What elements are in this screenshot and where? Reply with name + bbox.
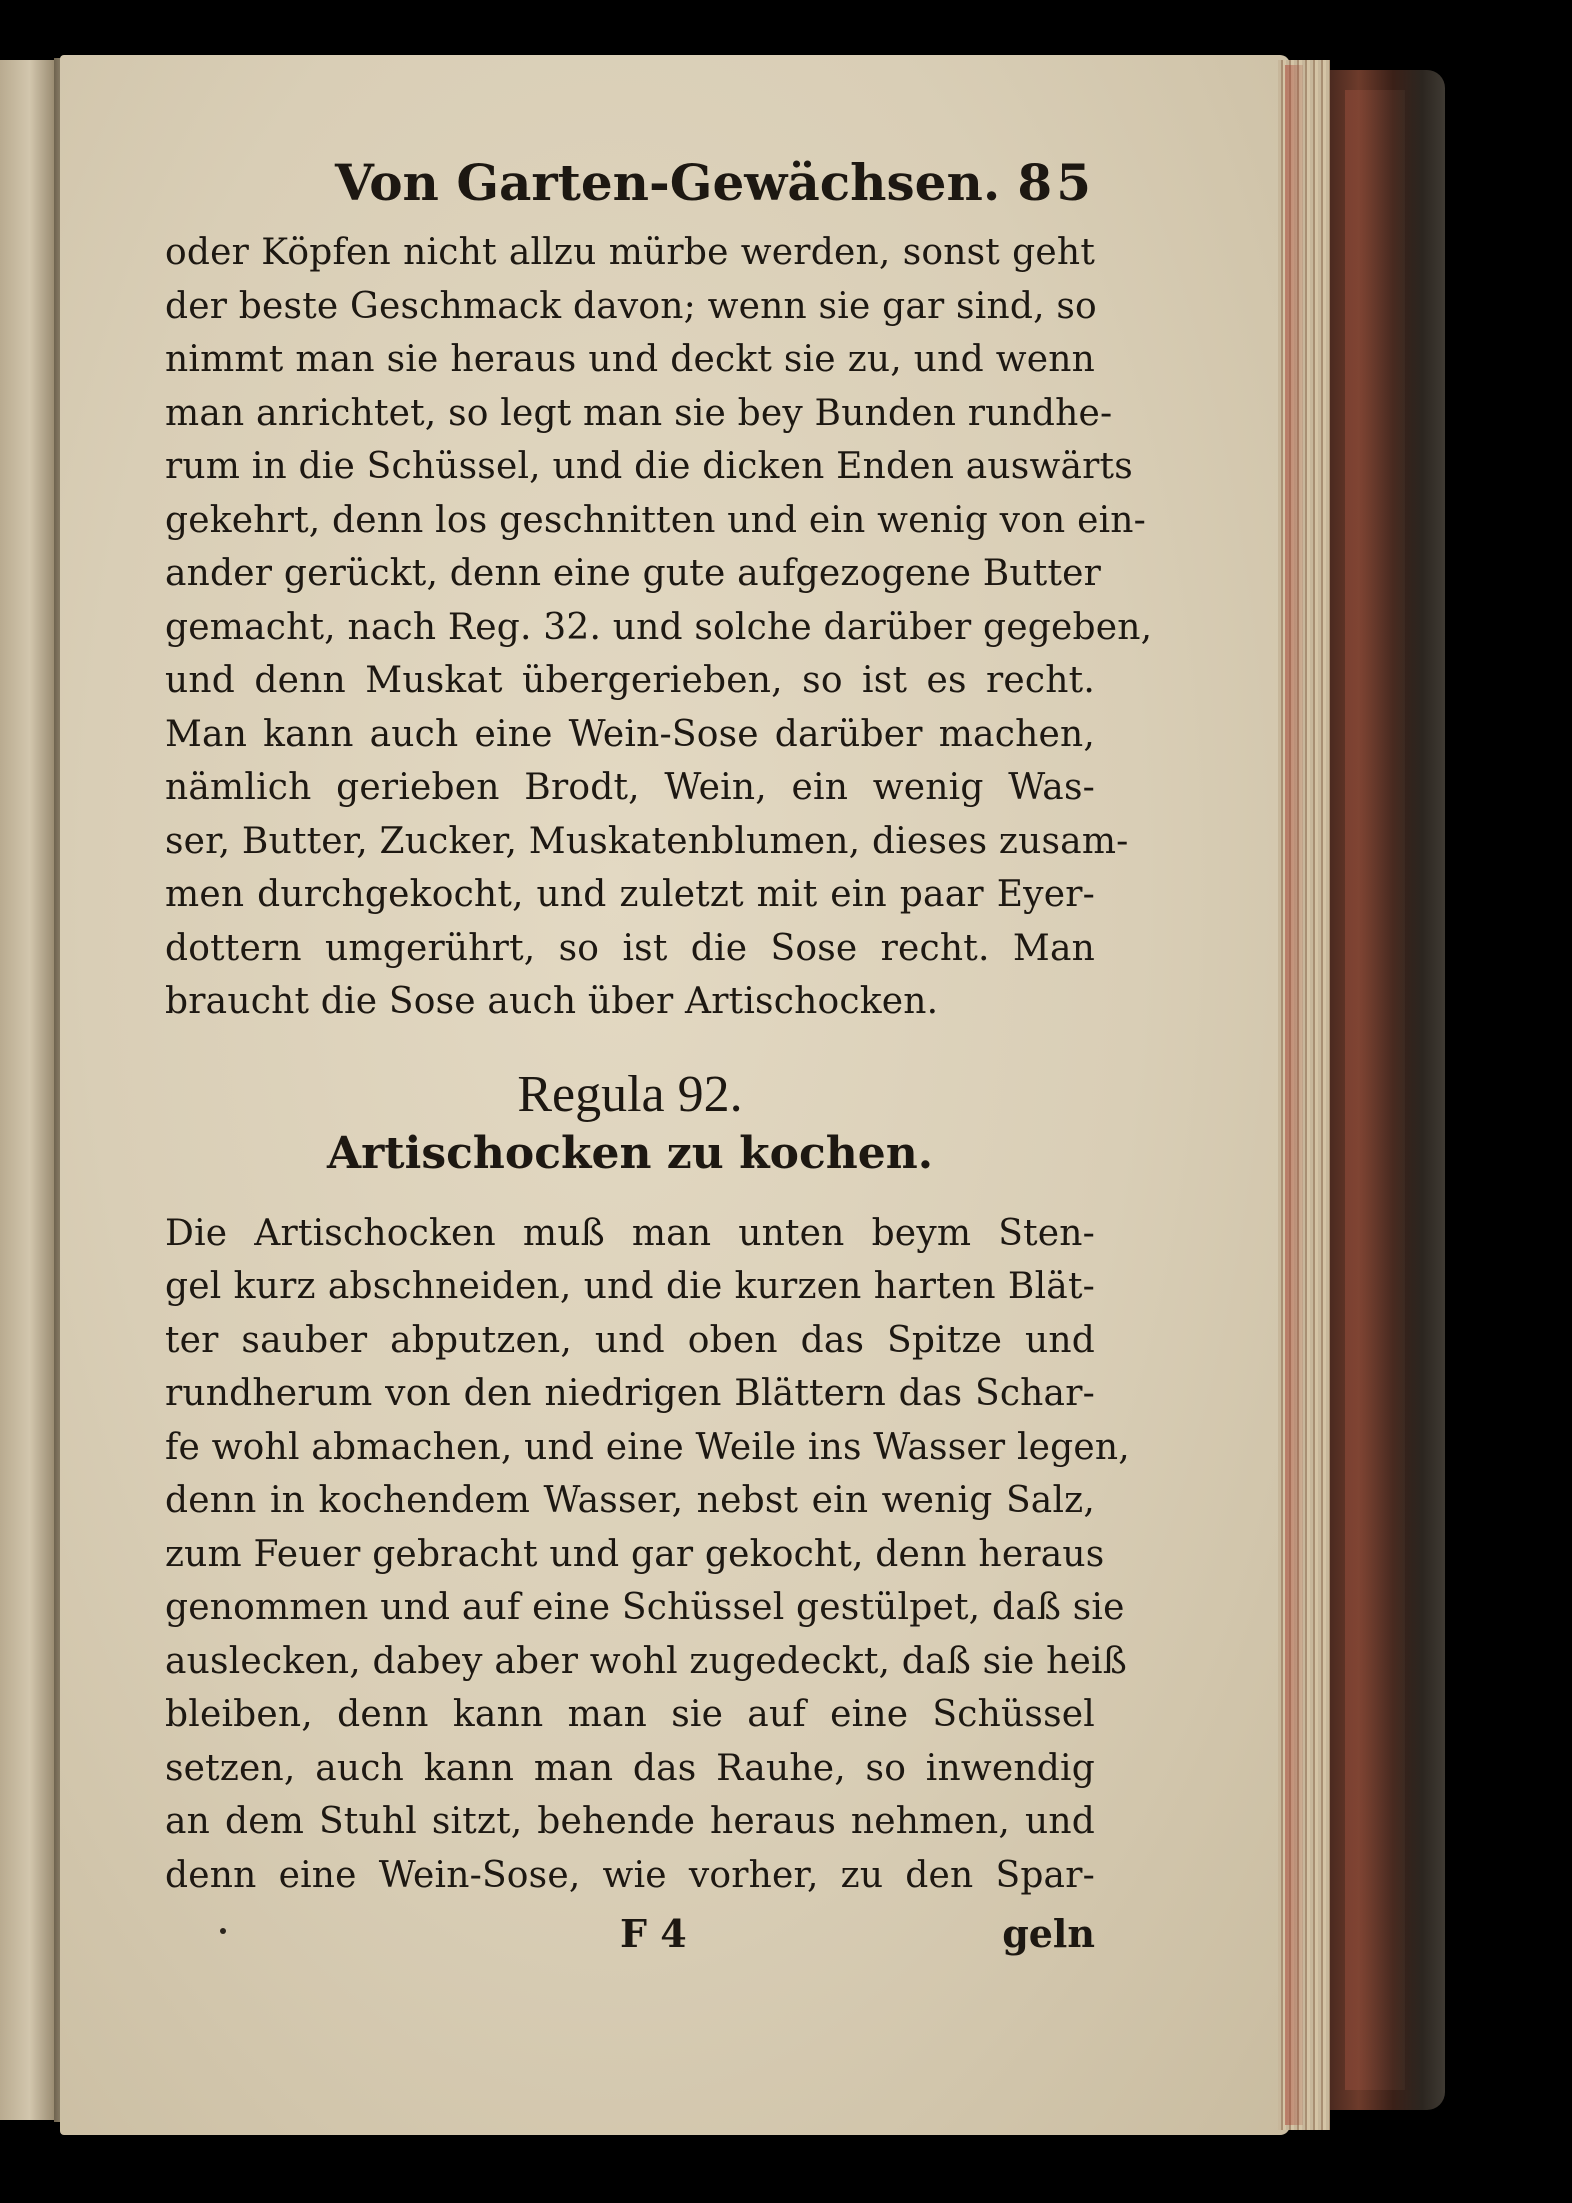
running-header <box>335 140 1095 226</box>
text-line: an dem Stuhl sitzt, behende heraus nehmen, und <box>165 1801 1095 1842</box>
ink-dot <box>220 1928 226 1934</box>
text-line: und denn Muskat übergerieben, so ist es recht. <box>165 660 1095 701</box>
text-line: oder Köpfen nicht allzu mürbe werden, sonst geht <box>165 232 1095 273</box>
red-edge-tint <box>1285 65 1303 2125</box>
text-line: denn eine Wein-Sose, wie vorher, zu den Spar- <box>165 1854 1095 1896</box>
cover-highlight <box>1345 90 1405 2090</box>
text-line: nämlich gerieben Brodt, Wein, ein wenig Was- <box>165 767 1095 808</box>
text-line: braucht die Sose auch über Artischocken. <box>165 981 939 1022</box>
text-line: genommen und auf eine Schüssel gestülpet, daß sie <box>165 1587 1125 1628</box>
paragraph-1 <box>165 226 1153 1029</box>
previous-page-edge <box>0 60 54 2120</box>
page-text <box>165 140 1153 1962</box>
text-line: man anrichtet, so legt man sie bey Bunden rundhe- <box>165 392 1113 434</box>
section-title: Regula 92. <box>517 1065 743 1123</box>
text-line: ander gerückt, denn eine gute aufgezogene Butter <box>165 553 1102 594</box>
text-line: denn in kochendem Wasser, nebst ein wenig Salz, <box>165 1480 1095 1521</box>
page-number: 85 <box>1017 153 1095 212</box>
text-line: ter sauber abputzen, und oben das Spitze und <box>165 1319 1095 1361</box>
text-line: bleiben, denn kann man sie auf eine Schüssel <box>165 1694 1095 1735</box>
text-line: zum Feuer gebracht und gar gekocht, denn heraus <box>165 1533 1105 1575</box>
text-line: der beste Geschmack davon; wenn sie gar sind, so <box>165 285 1097 327</box>
text-line: setzen, auch kann man das Rauhe, so inwendig <box>165 1747 1095 1789</box>
text-line: Man kann auch eine Wein-Sose darüber machen, <box>165 713 1095 755</box>
text-line: Die Artischocken muß man unten beym Sten- <box>165 1212 1095 1254</box>
catchword: geln <box>1002 1911 1095 1956</box>
text-line: gel kurz abschneiden, und die kurzen harten Blät- <box>165 1266 1095 1307</box>
paragraph-2 <box>165 1207 1130 1903</box>
running-title: Von Garten-Gewächsen. <box>335 153 1001 212</box>
text-line: rum in die Schüssel, und die dicken Enden auswärts <box>165 446 1133 487</box>
text-line: dottern umgerührt, so ist die Sose recht. Man <box>165 927 1095 969</box>
text-line: fe wohl abmachen, und eine Weile ins Wasser legen, <box>165 1426 1130 1468</box>
text-line: auslecken, dabey aber wohl zugedeckt, daß sie heiß <box>165 1640 1127 1682</box>
text-line: men durchgekocht, und zuletzt mit ein paar Eyer- <box>165 874 1095 915</box>
text-line: gemacht, nach Reg. 32. und solche darüber gegeben, <box>165 606 1153 648</box>
text-line: ser, Butter, Zucker, Muskatenblumen, dieses zusam- <box>165 820 1129 862</box>
page-footer <box>165 1906 1095 1962</box>
text-line: nimmt man sie heraus und deckt sie zu, und wenn <box>165 339 1095 380</box>
text-line: gekehrt, denn los geschnitten und ein wenig von ein- <box>165 499 1147 541</box>
signature-mark: F 4 <box>620 1911 687 1956</box>
section-subtitle: Artischocken zu kochen. <box>326 1127 934 1179</box>
text-line: rundherum von den niedrigen Blättern das Schar- <box>165 1373 1095 1414</box>
